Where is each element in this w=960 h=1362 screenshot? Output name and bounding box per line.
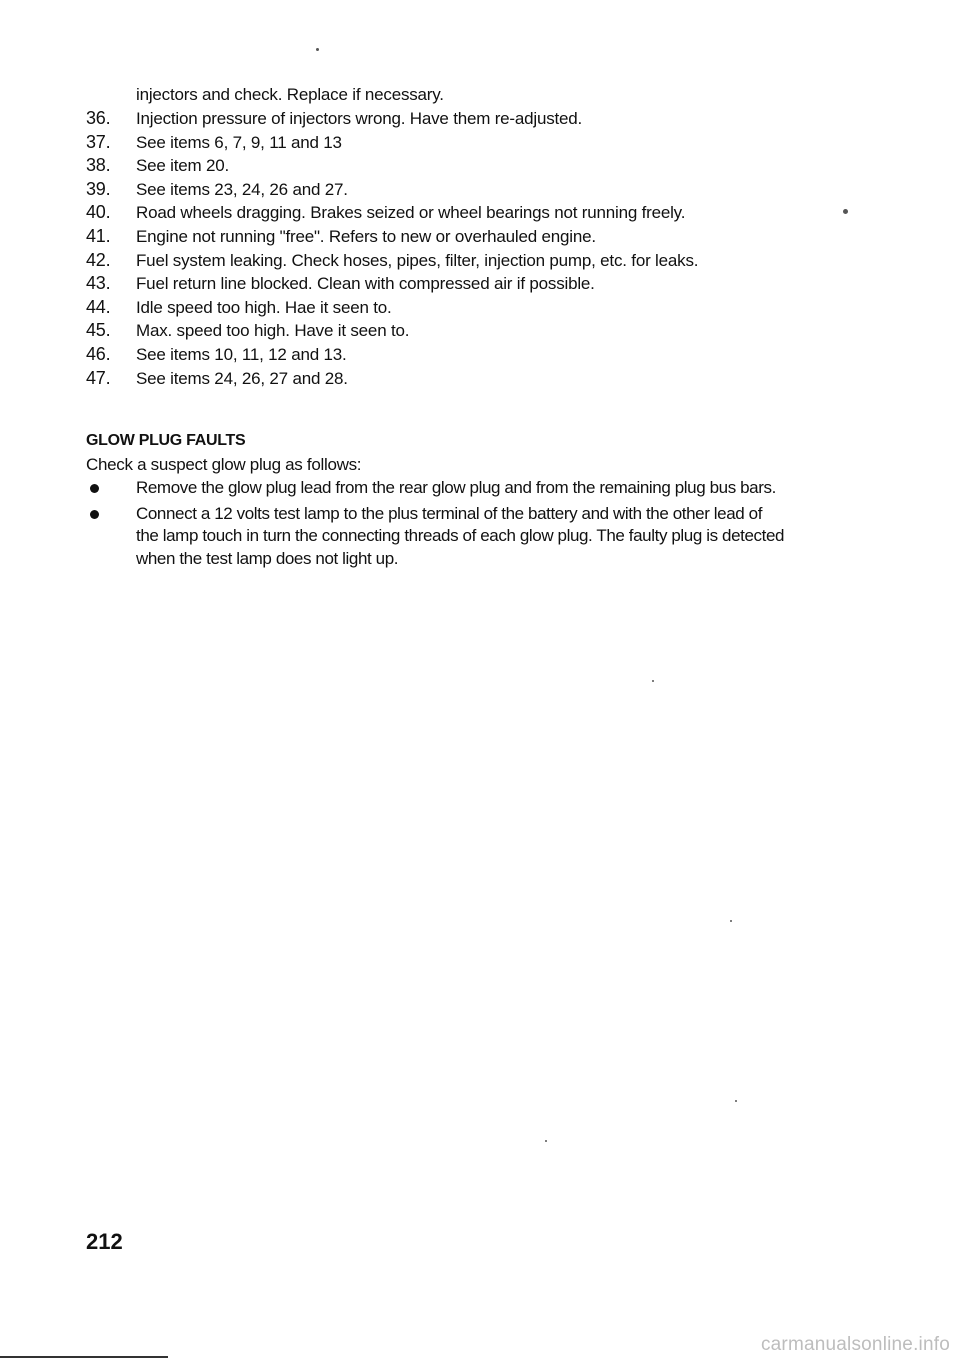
item-number: 37. [86,131,111,152]
scan-speck [843,209,848,214]
fault-item [86,297,698,321]
item-number: 38. [86,155,111,176]
bullet-icon [86,503,136,525]
item-text: See item 20. [136,156,230,176]
bullet-step [86,477,786,500]
item-text: See items 10, 11, 12 and 13. [136,344,347,364]
fault-item [86,344,698,368]
page-number: 212 [86,1229,123,1254]
watermark: carmanualsonline.info [760,1334,950,1355]
scan-speck [316,48,319,51]
scan-speck [730,920,732,922]
item-number: 42. [86,249,111,270]
item-text: Fuel system leaking. Check hoses, pipes, filter, injection pump, etc. for leaks. [136,250,699,270]
fault-item [86,179,698,203]
fault-list [86,108,698,391]
item-number: 45. [86,320,111,341]
fault-item [86,202,698,226]
scan-speck [545,1140,547,1142]
item-number: 41. [86,225,111,246]
item-number: 46. [86,343,111,364]
item-text: See items 24, 26, 27 and 28. [136,368,348,388]
continued-text: injectors and check. Replace if necessary. [136,85,444,104]
section-intro: Check a suspect glow plug as follows: [86,455,362,474]
step-text: Connect a 12 volts test lamp to the plus terminal of the battery and with the other lead of the lamp touch in turn the connecting threads of each glow plug. The faulty plug is detected when the test lamp does not light up. [136,503,785,568]
fault-item [86,320,698,344]
item-number: 39. [86,178,111,199]
step-text: Remove the glow plug lead from the rear glow plug and from the remaining plug bus bars. [136,478,776,497]
item-text: Engine not running "free". Refers to new or overhauled engine. [136,226,596,246]
fault-item [86,226,698,250]
bullet-icon [86,477,136,499]
section-heading: GLOW PLUG FAULTS [86,432,246,449]
item-text: Injection pressure of injectors wrong. Have them re-adjusted. [136,109,583,128]
item-text: See items 23, 24, 26 and 27. [136,179,348,199]
scan-speck [652,680,654,682]
bottom-rule [0,1356,168,1358]
scan-speck [735,1100,737,1102]
item-number: 36. [86,108,111,128]
item-text: Max. speed too high. Have it seen to. [136,321,410,341]
fault-item [86,108,698,132]
bullet-step [86,503,786,571]
fault-item [86,132,698,156]
item-number: 47. [86,367,111,388]
fault-item [86,368,698,392]
item-text: Road wheels dragging. Brakes seized or wheel bearings not running freely. [136,203,686,223]
item-text: Fuel return line blocked. Clean with compressed air if possible. [136,274,595,294]
item-text: Idle speed too high. Hae it seen to. [136,297,392,317]
item-number: 40. [86,202,111,223]
item-text: See items 6, 7, 9, 11 and 13 [136,132,342,152]
fault-item [86,155,698,179]
item-number: 43. [86,273,111,294]
fault-item [86,250,698,274]
fault-item [86,273,698,297]
item-number: 44. [86,296,111,317]
glow-plug-steps [86,477,786,573]
